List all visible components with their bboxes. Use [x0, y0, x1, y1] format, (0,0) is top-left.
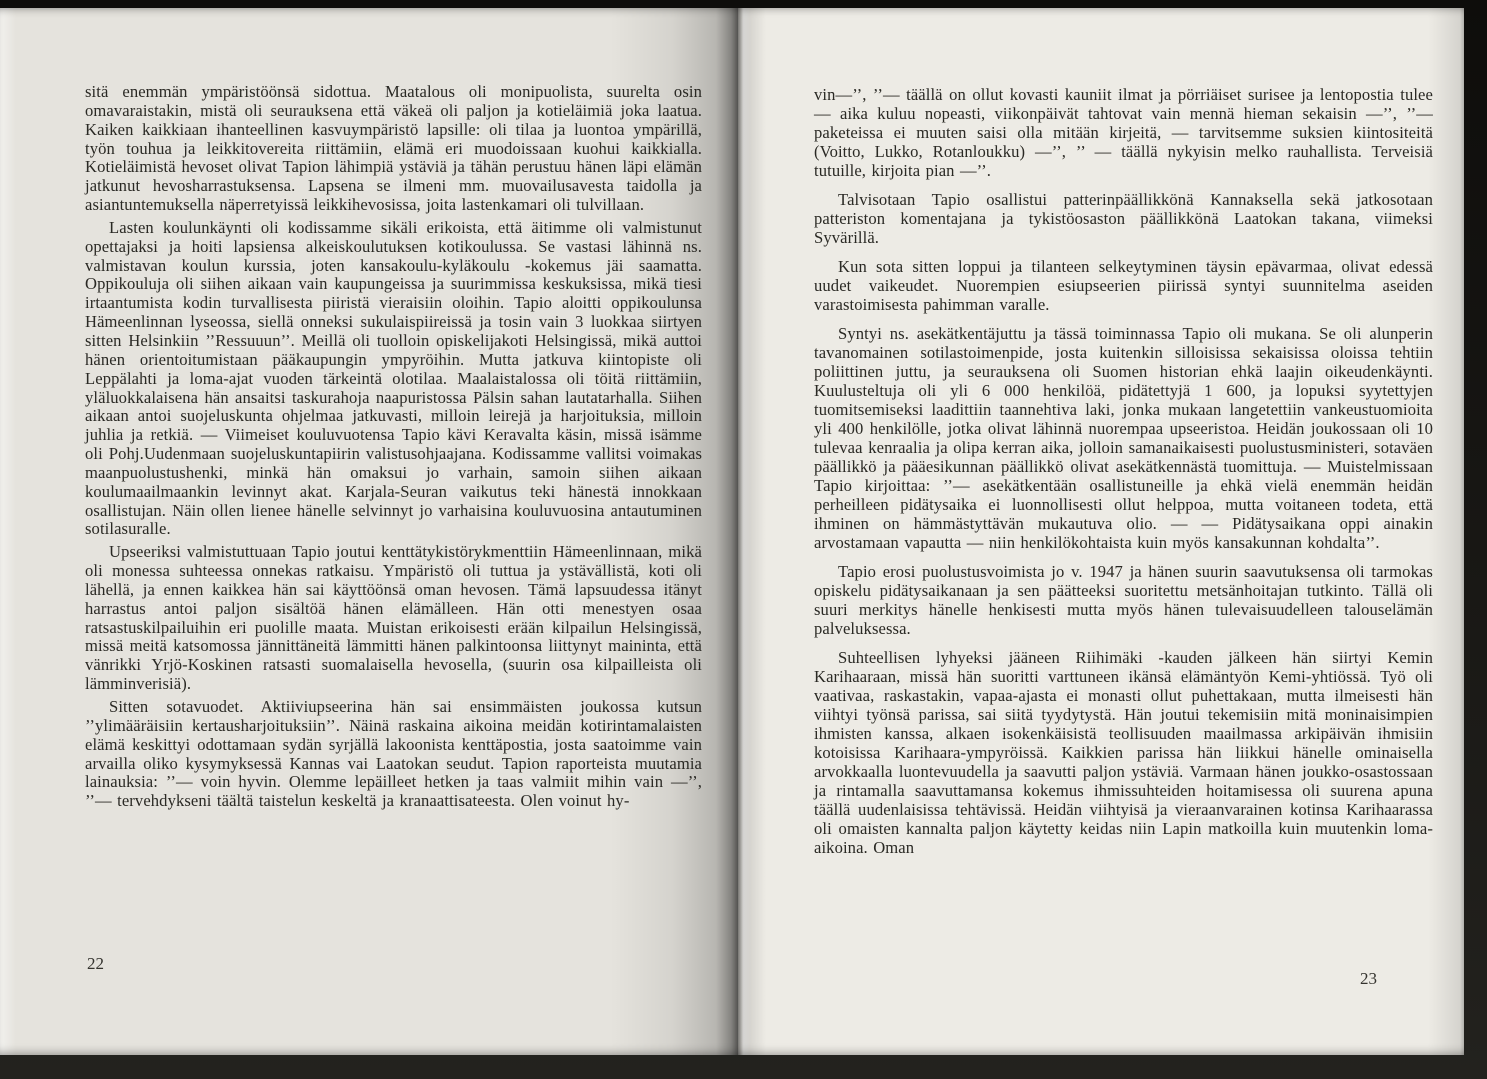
paragraph: Syntyi ns. asekätkentäjuttu ja tässä toiminnassa Tapio oli mukana. Se oli alunperin tavanomainen sotilastoimenpide, josta kuitenkin silloisissa sekaisissa oloissa tehtiin poliittinen juttu, ja seurauksena oli Suomen historian ehkä laajin oikeudenkäynti. Kuulusteltuja oli yli 6 000 henkilöä, pidätettyjä 1 600, ja lopuksi syytettyjen tuomitsemiseksi laadittiin taannehtiva laki, jonka mukaan langetettiin vankeustuomioita yli 400 henkilölle, jotka olivat lähinnä nuorempaa upseeristoa. Heidän joukossaan oli 10 tulevaa kenraalia ja olipa kerran aika, jolloin samanaikaisesti puolustusministeri, sotaväen päällikkö ja pääesikunnan päällikkö olivat asekätkennästä tuomittuja. — Muistelmissaan Tapio kirjoittaa: ’’— asekätkentään osallistuneille ja ehkä vielä enemmän heidän perheilleen pidätysaika ei luonnollisesti ollut helppoa, mutta voitaneen todeta, että ihminen on hämmästyttävän mukautuva olio. — — Pidätysaikana oppi ainakin arvostamaan vapautta — niin henkilökohtaista kuin myös kansakunnan kohdalta’’.	[814, 324, 1433, 552]
paragraph: vin—’’, ’’— täällä on ollut kovasti kauniit ilmat ja pörriäiset surisee ja lentopostia tulee — aika kuluu nopeasti, viikonpäivät tahtovat vain mennä hieman sekaisin —’’, ’’— paketeissa ei muuten saisi olla mitään kirjeitä, — tarvitsemme suksien kiintositeitä (Voitto, Lukko, Rotanloukku) —’’, ’’ — täällä nykyisin melko rauhallista. Terveisiä tutuille, kirjoita pian —’’.	[814, 85, 1433, 180]
paragraph: Upseeriksi valmistuttuaan Tapio joutui kenttätykistörykmenttiin Hämeenlinnaan, mikä oli monessa suhteessa onnekas ratkaisu. Ympäristö oli tuttua ja ystävällistä, koti oli lähellä, ja ennen kaikkea hän sai käyttöönsä oman hevosen. Tämä lapsuudessa itänyt harrastus antoi paljon sisältöä hänen elämälleen. Hän otti menestyen osaa ratsastuskilpailuihin eri puolille maata. Muistan erikoisesti erään kilpailun Helsingissä, missä meitä katsomossa jännittäneitä lämmitti hänen palkintoonsa liittynyt maininta, että vänrikki Yrjö-Koskinen ratsasti suomalaisella hevosella, (suurin osa kilpailleista oli lämminverisiä).	[85, 542, 702, 694]
paragraph: Kun sota sitten loppui ja tilanteen selkeytyminen täysin epävarmaa, olivat edessä uudet vaikeudet. Nuorempien esiupseerien piirissä syntyi suunnitelma aseiden varastoimisesta pahimman varalle.	[814, 257, 1433, 314]
page-left-text	[85, 83, 702, 811]
paragraph: Sitten sotavuodet. Aktiiviupseerina hän sai ensimmäisten joukossa kutsun ’’ylimääräisiin kertausharjoituksiin’’. Näinä raskaina aikoina meidän kotirintamalaisten elämä keskittyi odottamaan sydän syrjällä lakoonista kenttäpostia, josta saatoimme vain arvailla oliko kysymyksessä Kannas vai Laatokan seudut. Tapion raporteista muutamia lainauksia: ’’— voin hyvin. Olemme lepäilleet hetken ja taas valmiit mihin vain —’’, ’’— tervehdykseni täältä taistelun keskeltä ja kranaattisateesta. Olen voinut hy-	[85, 697, 702, 811]
page-number-right: 23	[1360, 969, 1377, 988]
paragraph: sitä enemmän ympäristöönsä sidottua. Maatalous oli monipuolista, suurelta osin omavaraistakin, mistä oli seurauksena että väkeä oli paljon ja kotieläimiä joka laatua. Kaiken kaikkiaan ihanteellinen kasvuympäristö lapsille: oli tilaa ja luontoa ympärillä, työn touhua ja leikkitovereita riittämiin, elämä eri muodoissaan kuohui kaikkialla. Kotieläimistä hevoset olivat Tapion lähimpiä ystäviä ja tähän perustuu hänen läpi elämän jatkunut hevosharrastuksensa. Lapsena se ilmeni mm. muovailusavesta taidolla ja asiantuntemuksella näperretyissä leikkihevosissa, joita lastenkamari oli tulvillaan.	[85, 82, 702, 215]
page-left	[0, 8, 738, 1055]
page-right-text	[814, 85, 1433, 857]
paragraph: Talvisotaan Tapio osallistui patterinpäällikkönä Kannaksella sekä jatkosotaan patteriston komentajana ja tykistöosaston päällikkönä Laatokan takana, viimeksi Syvärillä.	[814, 190, 1433, 247]
page-number-left: 22	[87, 954, 104, 973]
paragraph: Tapio erosi puolustusvoimista jo v. 1947 ja hänen suurin saavutuksensa oli tarmokas opiskelu pidätysaikanaan ja sen päätteeksi suoritettu metsänhoitajan tutkinto. Tällä oli suuri merkitys hänelle henkisesti mutta myös hänen tulevaisuudelleen talouselämän palveluksessa.	[814, 562, 1433, 638]
paragraph: Suhteellisen lyhyeksi jääneen Riihimäki -kauden jälkeen hän siirtyi Kemin Karihaaraan, missä hän suoritti varttuneen ikänsä elämäntyön Kemi-yhtiössä. Työ oli vaativaa, raskastakin, vapaa-ajasta ei monasti ollut puhettakaan, mutta ilmeisesti hän viihtyi työnsä parissa, sai siitä tyydytystä. Hän joutui tekemisiin mitä moninaisimpien ihmisten kanssa, alkaen isokenkäisistä teollisuuden maailmassa arkipäivän ihmisiin kotoisissa Karihaara-ympyröissä. Kaikkien parissa hän liikkui hänelle ominaisella arvokkaalla luontevuudella ja saavutti paljon ystäviä. Varmaan hänen joukko-osastossaan ja rintamalla saavuttamansa kokemus ihmissuhteiden hoitamisessa oli suurena apuna täällä uudenlaisissa tehtävissä. Heidän viihtyisä ja vieraanvarainen kotinsa Karihaarassa oli omaisten kannalta paljon käytetty keidas niin Lapin matkoilla kuin muutenkin loma-aikoina. Oman	[814, 648, 1433, 857]
page-right	[738, 8, 1464, 1055]
paragraph: Lasten koulunkäynti oli kodissamme sikäli erikoista, että äitimme oli valmistunut opettajaksi ja hoiti lapsiensa alkeiskoulutuksen kotikoulussa. Se vastasi lähinnä ns. valmistavan koulun kurssia, joten kansakoulu-kyläkoulu -kokemus jäi saamatta. Oppikouluja oli siihen aikaan vain kaupungeissa ja suurimmissa keskuksissa, mikä tiesi irtaantumista kodin turvallisesta piiristä vieraisiin oloihin. Tapio aloitti oppikoulunsa Hämeenlinnan lyseossa, siellä onneksi sukulaispiireissä ja tosin vain 3 luokkaa siirtyen sitten Helsinkiin ’’Ressuuun’’. Meillä oli tuolloin opiskelijakoti Helsingissä, mikä auttoi hänen orientoitumistaan pääkaupungin ympyröihin. Mutta jatkuva kiintopiste oli Leppälahti ja loma-ajat vuoden tärkeintä olotilaa. Maalaistalossa oli töitä riittämiin, yläluokkalaisena hän ansaitsi taskurahoja naapuristossa Pälsin sahan lautatarhalla. Siihen aikaan antoi suojeluskunta ohjelmaa jatkuvasti, milloin leirejä ja harjoituksia, milloin juhlia ja retkiä. — Viimeiset kouluvuotensa Tapio kävi Keravalta käsin, missä isämme oli Pohj.Uudenmaan suojeluskuntapiirin valistusohjaajana. Kodissamme vallitsi voimakas maanpuolustushenki, minkä hän omaksui jo varhain, samoin siihen aikaan koulumaailmaankin levinnyt akat. Karjala-Seuran vaikutus teki hänestä innokkaan osallistujan. Näin ollen lienee hänelle selvinnyt jo varhaisina kouluvuosina antautuminen sotilasuralle.	[85, 217, 702, 539]
